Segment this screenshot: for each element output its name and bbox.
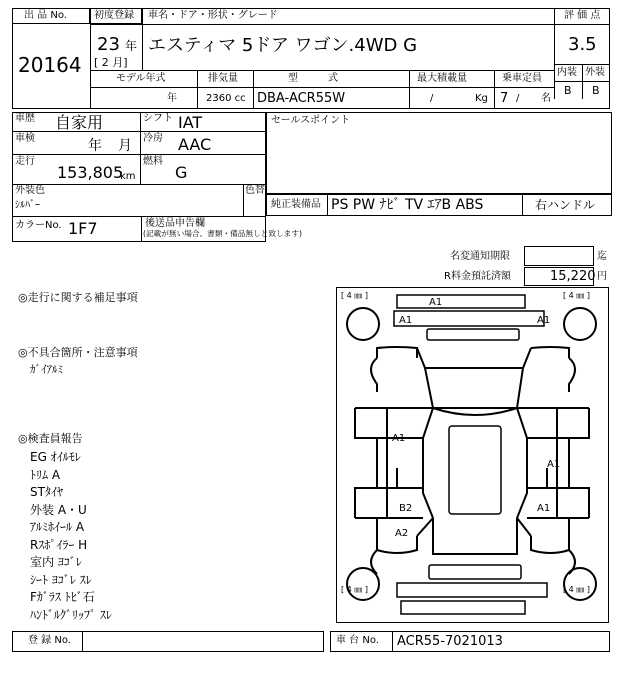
post-declare-label: 後送品申告欄 bbox=[145, 218, 205, 229]
mark-left-rear-upper: B2 bbox=[399, 503, 413, 514]
ac-label: 冷房 bbox=[143, 133, 163, 144]
inspector-item: ﾄﾘﾑ A bbox=[30, 467, 61, 482]
grade-value: 3.5 bbox=[568, 34, 597, 55]
mark-front-left: A1 bbox=[399, 315, 413, 326]
model-year-label: モデル年式 bbox=[116, 73, 166, 84]
first-reg-label: 初度登録 bbox=[94, 10, 134, 21]
mark-left-door: A1 bbox=[392, 433, 406, 444]
damage-diagram bbox=[336, 287, 609, 623]
history-label: 車歴 bbox=[15, 113, 35, 124]
capacity-value: 7 bbox=[500, 91, 509, 106]
recycle-unit: 円 bbox=[597, 271, 607, 282]
defect-notes-title: ◎不具合箇所・注意事項 bbox=[18, 346, 138, 359]
reg-no-label: 登 録 No. bbox=[28, 635, 71, 646]
ext-color-label: 外装色 bbox=[15, 185, 45, 196]
mileage-label: 走行 bbox=[15, 156, 35, 167]
first-reg-year-unit: 年 bbox=[125, 39, 138, 53]
car-name: エスティマ 5ドア ワゴン.4WD G bbox=[148, 35, 418, 56]
mileage-unit: km bbox=[120, 171, 136, 182]
max-load-sep: / bbox=[430, 93, 434, 104]
displacement: 2360 cc bbox=[206, 93, 246, 104]
inspector-item: ｼｰﾄ ﾖｺﾞﾚ ｽﾚ bbox=[30, 572, 92, 587]
inspector-item: 室内 ﾖｺﾞﾚ bbox=[30, 555, 82, 569]
mileage-value: 153,805 bbox=[57, 163, 124, 182]
tire-rear-left bbox=[347, 568, 379, 600]
name-change-label: 名変通知期限 bbox=[450, 251, 510, 262]
tire-depth-bl: [ 4 ㎜ ] bbox=[341, 585, 368, 594]
model-year-unit: 年 bbox=[167, 93, 177, 104]
inspector-item: STﾀｲﾔ bbox=[30, 485, 63, 499]
interior-label: 内装 bbox=[557, 67, 577, 78]
color-change-label: 色替 bbox=[245, 185, 265, 196]
inspector-item: Fｶﾞﾗｽ ﾄﾋﾞ石 bbox=[30, 590, 95, 604]
capacity-label: 乗車定員 bbox=[502, 73, 542, 84]
fuel-value: G bbox=[175, 163, 188, 182]
first-reg-year: 23 bbox=[97, 34, 120, 55]
interior-grade: B bbox=[564, 84, 572, 97]
inspector-item: ｱﾙﾐﾎｲｰﾙ A bbox=[30, 520, 85, 534]
type-label: 型 式 bbox=[288, 73, 338, 84]
inspector-item: EG ｵｲﾙﾓﾚ bbox=[30, 450, 81, 464]
displacement-label: 排気量 bbox=[208, 73, 238, 84]
sales-point-label: セールスポイント bbox=[271, 115, 351, 126]
lot-no: 20164 bbox=[18, 53, 82, 77]
shift-value: IAT bbox=[178, 113, 203, 132]
inspector-report-title: ◎検査員報告 bbox=[18, 432, 83, 445]
ext-color-value: ｼﾙﾊﾞｰ bbox=[15, 200, 40, 211]
inspection-month: 月 bbox=[118, 138, 132, 154]
tire-front-right bbox=[564, 308, 596, 340]
inspector-item: Rｽﾎﾟｲﾗｰ H bbox=[30, 537, 88, 552]
tire-depth-br: [ 4 ㎜ ] bbox=[563, 585, 590, 594]
history-value: 自家用 bbox=[55, 113, 104, 132]
chassis-no: ACR55-7021013 bbox=[397, 634, 503, 649]
name-change-box bbox=[524, 246, 594, 266]
driving-notes-title: ◎走行に関する補足事項 bbox=[18, 291, 138, 304]
color-no-label: カラーNo. bbox=[15, 220, 62, 231]
inspector-item: 外装 A・U bbox=[30, 502, 87, 517]
equipment-label: 純正装備品 bbox=[271, 199, 321, 210]
mark-left-rear-lower: A2 bbox=[395, 528, 409, 539]
name-label: 車名・ドア・形状・グレード bbox=[148, 10, 278, 21]
capacity-unit: 名 bbox=[541, 93, 551, 104]
tire-depth-tl: [ 4 ㎜ ] bbox=[341, 291, 368, 300]
inspector-item: ﾊﾝﾄﾞﾙｸﾞﾘｯﾌﾟ ｽﾚ bbox=[30, 607, 112, 622]
mark-right-door: A1 bbox=[547, 459, 561, 470]
max-load-label: 最大積載量 bbox=[417, 73, 467, 84]
name-change-unit: 迄 bbox=[597, 251, 607, 262]
shift-label: シフト bbox=[143, 113, 173, 124]
inspection-year: 年 bbox=[88, 138, 102, 154]
mark-front-right: A1 bbox=[537, 315, 551, 326]
inspector-report-list bbox=[30, 449, 260, 624]
chassis-label: 車 台 No. bbox=[336, 635, 379, 646]
color-no-value: 1F7 bbox=[68, 219, 98, 238]
capacity-sep: / bbox=[516, 93, 520, 104]
recycle-fee: 15,220 bbox=[550, 269, 596, 284]
inspection-label: 車検 bbox=[15, 133, 35, 144]
first-reg-month: [ 2 月] bbox=[94, 56, 128, 69]
ac-value: AAC bbox=[178, 135, 212, 154]
tire-depth-tr: [ 4 ㎜ ] bbox=[563, 291, 590, 300]
tire-front-left bbox=[347, 308, 379, 340]
recycle-label: R料金預託済額 bbox=[444, 271, 511, 282]
equipment-value: PS PW ﾅﾋﾞ TV ｴｱB ABS bbox=[331, 197, 484, 213]
post-declare-note: (記載が無い場合、書類・備品無しと致します) bbox=[143, 230, 302, 239]
exterior-grade: B bbox=[592, 84, 600, 97]
model-type: DBA-ACR55W bbox=[257, 91, 346, 106]
max-load-unit: Kg bbox=[475, 93, 488, 104]
lot-no-label: 出 品 No. bbox=[24, 10, 67, 21]
mark-right-rear: A1 bbox=[537, 503, 551, 514]
grade-label: 評 価 点 bbox=[564, 10, 601, 21]
steering-value: 右ハンドル bbox=[535, 198, 596, 212]
exterior-label: 外装 bbox=[585, 67, 605, 78]
fuel-label: 燃料 bbox=[143, 156, 163, 167]
mark-front-bumper: A1 bbox=[429, 297, 443, 308]
defect-item: ｶﾞｲｱﾙﾐ bbox=[30, 363, 63, 376]
